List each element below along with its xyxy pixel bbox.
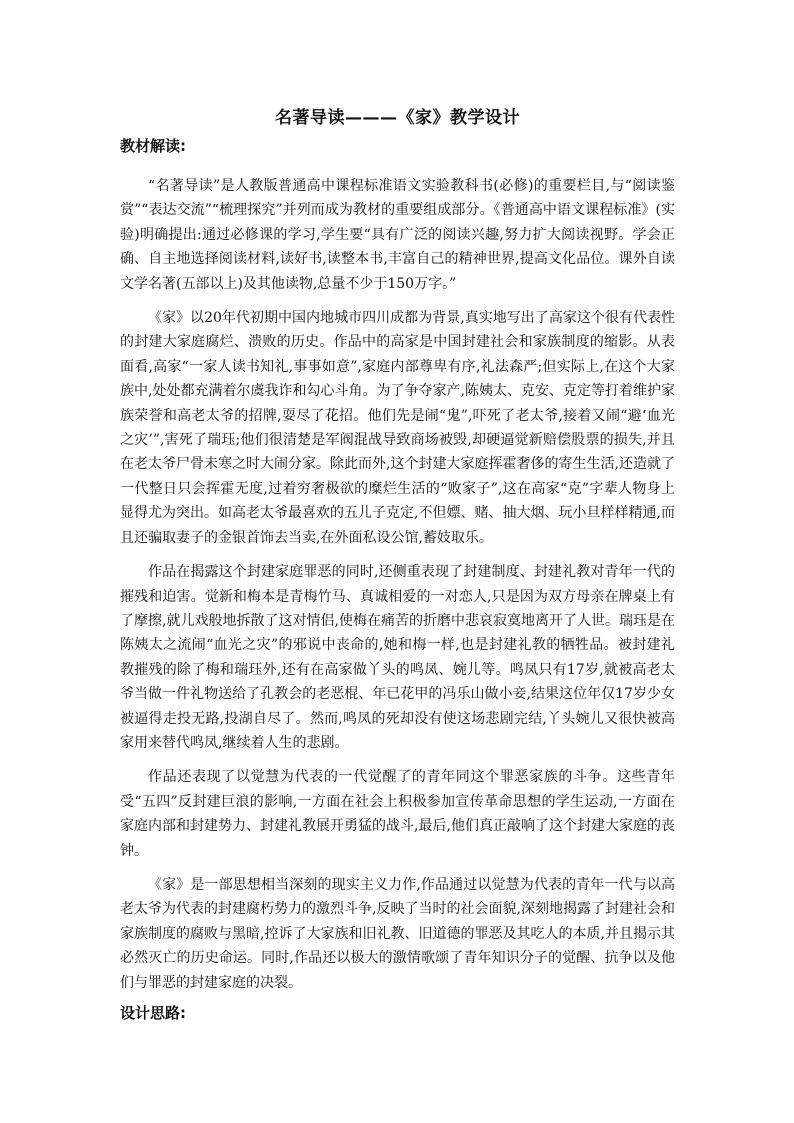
paragraph-3: 作品在揭露这个封建家庭罪恶的同时,还侧重表现了封建制度、封建礼教对青年一代的摧残和迫害。觉新和梅本是青梅竹马、真诚相爱的一对恋人,只是因为双方母亲在牌桌上有了摩擦,就儿戏般地拆散了这对情侣,使梅在痛苦的折磨中悲哀寂寞地离开了人世。瑞珏是在陈姨太之流闹“血光之灾”的邪说中丧命的,她和梅一样,也是封建礼教的牺牲品。被封建礼教摧残的除了梅和瑞珏外,还有在高家做丫头的鸣凤、婉儿等。鸣凤只有17岁,就被高老太爷当做一件礼物送给了孔教会的老恶棍、年已花甲的冯乐山做小妾,结果这位年仅17岁少女被逼得走投无路,投湖自尽了。然而,鸣凤的死却没有使这场悲剧完结,丫头婉儿又很快被高家用来替代鸣凤,继续着人生的悲剧。	[120, 564, 675, 751]
paragraph-4: 作品还表现了以觉慧为代表的一代觉醒了的青年同这个罪恶家族的斗争。这些青年受“五四”反封建巨浪的影响,一方面在社会上积极参加宣传革命思想的学生运动,一方面在家庭内部和封建势力、封建礼教展开勇猛的战斗,最后,他们真正敲响了这个封建大家庭的丧钟。	[120, 769, 675, 859]
section-heading-textbook-analysis: 教材解读:	[120, 137, 186, 155]
paragraph-2: 《家》以20年代初期中国内地城市四川成都为背景,真实地写出了高家这个很有代表性的封建大家庭腐烂、溃败的历史。作品中的高家是中国封建社会和家族制度的缩影。从表面看,高家“一家人读书知礼,事事如意”,家庭内部尊卑有序,礼法森严;但实际上,在这个大家族中,处处都充满着尔虞我诈和勾心斗角。为了争夺家产,陈姨太、克安、克定等打着维护家族荣誉和高老太爷的招牌,耍尽了花招。他们先是闹“鬼”,吓死了老太爷,接着又闹“避‘血光之灾’”,害死了瑞珏;他们很清楚是军阀混战导致商场被毁,却硬逼觉新赔偿股票的损失,并且在老太爷尸骨未寒之时大闹分家。除此而外,这个封建大家庭挥霍奢侈的寄生生活,还造就了一代整日只会挥霍无度,过着穷奢极欲的糜烂生活的“败家子”,这在高家“克”字辈人物身上显得尤为突出。如高老太爷最喜欢的五儿子克定,不但嫖、赌、抽大烟、玩小旦样样精通,而且还骗取妻子的金银首饰去当卖,在外面私设公馆,蓄妓取乐。	[120, 310, 675, 546]
paragraph-1: “名著导读”是人教版普通高中课程标准语文实验教科书(必修)的重要栏目,与“阅读鉴赏”“表达交流”“梳理探究”并列而成为教材的重要组成部分。《普通高中语文课程标准》(实验)明确提出:通过必修课的学习,学生要“具有广泛的阅读兴趣,努力扩大阅读视野。学会正确、自主地选择阅读材料,读好书,读整本书,丰富自己的精神世界,提高文化品位。课外自读文学名著(五部以上)及其他读物,总量不少于150万字。”	[120, 178, 675, 292]
section-heading-design-approach: 设计思路:	[120, 1004, 186, 1022]
paragraph-5: 《家》是一部思想相当深刻的现实主义力作,作品通过以觉慧为代表的青年一代与以高老太爷为代表的封建腐朽势力的激烈斗争,反映了当时的社会面貌,深刻地揭露了封建社会和家族制度的腐败与黑暗,控诉了大家族和旧礼教、旧道德的罪恶及其吃人的本质,并且揭示其必然灭亡的历史命运。同时,作品还以极大的激情歌颂了青年知识分子的觉醒、抗争以及他们与罪恶的封建家庭的决裂。	[120, 876, 675, 991]
document-page	[120, 104, 675, 1025]
document-title: 名著导读———《家》教学设计	[275, 108, 520, 128]
